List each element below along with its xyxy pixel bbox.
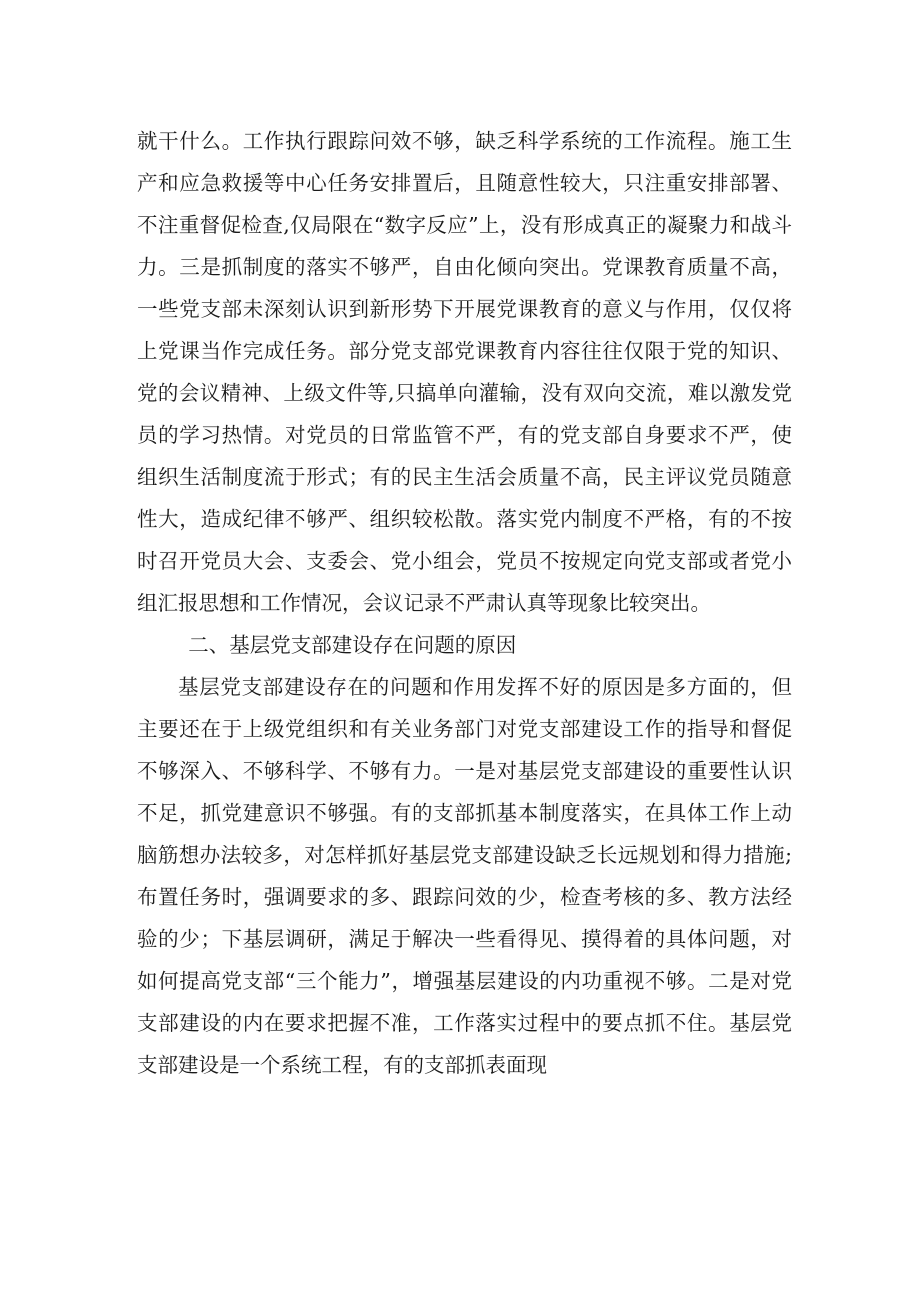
paragraph-continuation: 就干什么。工作执行跟踪问效不够，缺乏科学系统的工作流程。施工生产和应急救援等中心任务安排置后，且随意性较大，只注重安排部署、不注重督促检查,仅局限在“数字反应”上，没有形成真正的凝聚力和战斗力。三是抓制度的落实不够严，自由化倾向突出。党课教育质量不高，一些党支部未深刻认识到新形势下开展党课教育的意义与作用，仅仅将上党课当作完成任务。部分党支部党课教育内容往往仅限于党的知识、党的会议精神、上级文件等,只搞单向灌输，没有双向交流，难以激发党员的学习热情。对党员的日常监管不严，有的党支部自身要求不严，使组织生活制度流于形式；有的民主生活会质量不高，民主评议党员随意性大，造成纪律不够严、组织较松散。落实党内制度不严格，有的不按时召开党员大会、支委会、党小组会，党员不按规定向党支部或者党小组汇报思想和工作情况，会议记录不严肃认真等现象比较突出。 <box>137 129 792 615</box>
document-body <box>137 120 792 1086</box>
section-heading: 二、基层党支部建设存在问题的原因 <box>188 633 517 657</box>
paragraph-causes: 基层党支部建设存在的问题和作用发挥不好的原因是多方面的，但主要还在于上级党组织和有关业务部门对党支部建设工作的指导和督促不够深入、不够科学、不够有力。一是对基层党支部建设的重要性认识不足，抓党建意识不够强。有的支部抓基本制度落实，在具体工作上动脑筋想办法较多，对怎样抓好基层党支部建设缺乏长远规划和得力措施;布置任务时，强调要求的多、跟踪问效的少，检查考核的多、教方法经验的少；下基层调研，满足于解决一些看得见、摸得着的具体问题，对如何提高党支部“三个能力”，增强基层建设的内功重视不够。二是对党支部建设的内在要求把握不准，工作落实过程中的要点抓不住。基层党支部建设是一个系统工程，有的支部抓表面现 <box>137 675 792 1077</box>
